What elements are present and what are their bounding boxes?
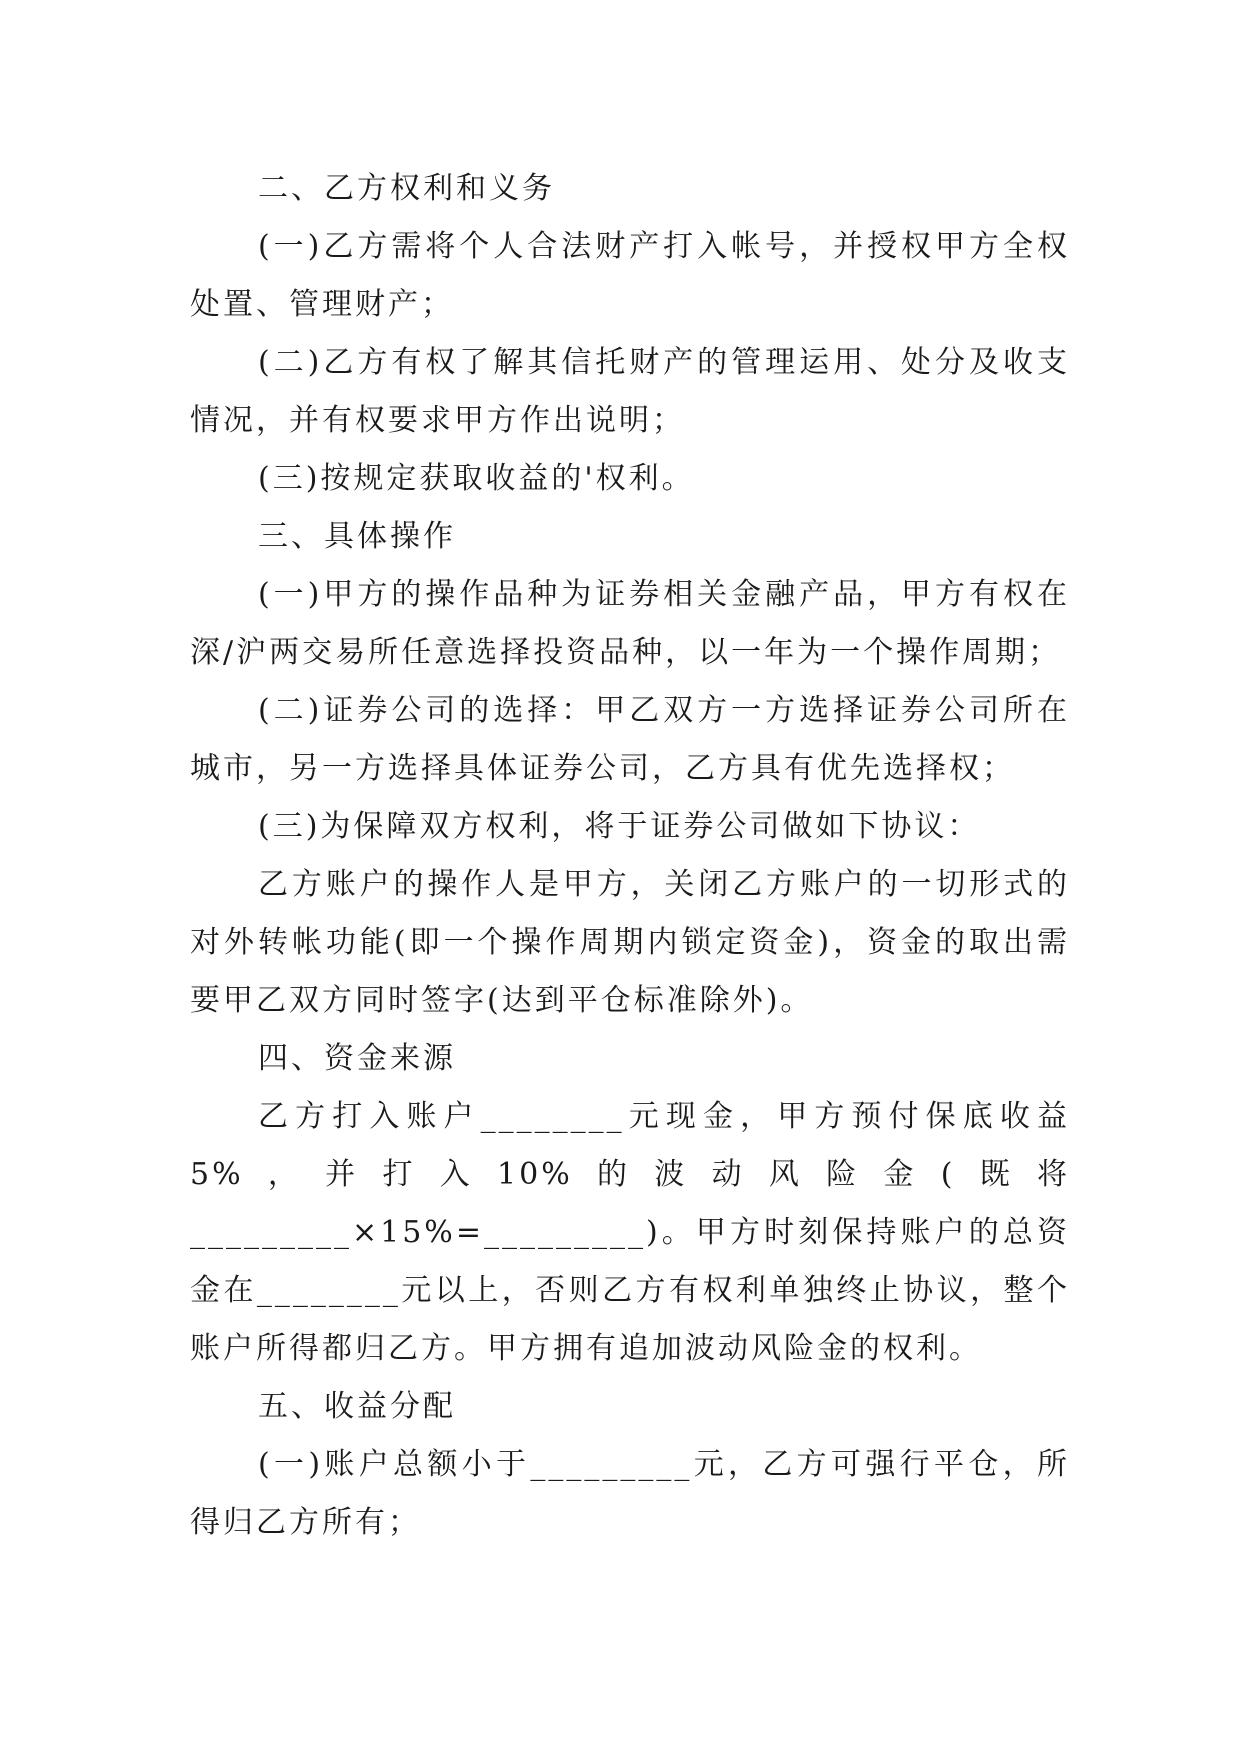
clause-3-3-detail: 乙方账户的操作人是甲方，关闭乙方账户的一切形式的对外转帐功能(即一个操作周期内锁定资金)，资金的取出需要甲乙双方同时签字(达到平仓标准除外)。 — [190, 867, 1070, 1018]
heading-operation: 三、具体操作 — [258, 519, 456, 554]
clause-4-body: 乙方打入账户________元现金，甲方预付保底收益5%，并打入10%的波动风险金(既将_________×15%=_________)。甲方时刻保持账户的总资金在________元以上，否则乙方有权利单独终止协议，整个账户所得都归乙方。甲方拥有追加波动风险金的权利。 — [190, 1099, 1070, 1366]
heading-party-b-rights: 二、乙方权利和义务 — [258, 171, 555, 206]
clause-3-3: (三)为保障双方权利，将于证券公司做如下协议： — [258, 809, 981, 844]
document-body — [190, 160, 1070, 1552]
clause-5-1: (一)账户总额小于_________元，乙方可强行平仓，所得归乙方所有； — [190, 1447, 1070, 1540]
clause-2-1: (一)乙方需将个人合法财产打入帐号，并授权甲方全权处置、管理财产； — [190, 229, 1070, 322]
clause-2-2: (二)乙方有权了解其信托财产的管理运用、处分及收支情况，并有权要求甲方作出说明； — [190, 345, 1070, 438]
clause-3-2: (二)证券公司的选择：甲乙双方一方选择证券公司所在城市，另一方选择具体证券公司，乙方具有优先选择权； — [190, 693, 1070, 786]
heading-fund-source: 四、资金来源 — [258, 1041, 456, 1076]
heading-profit-distribution: 五、收益分配 — [258, 1389, 456, 1424]
clause-2-3: (三)按规定获取收益的'权利。 — [258, 461, 695, 496]
clause-3-1: (一)甲方的操作品种为证券相关金融产品，甲方有权在深/沪两交易所任意选择投资品种，以一年为一个操作周期； — [190, 577, 1070, 670]
